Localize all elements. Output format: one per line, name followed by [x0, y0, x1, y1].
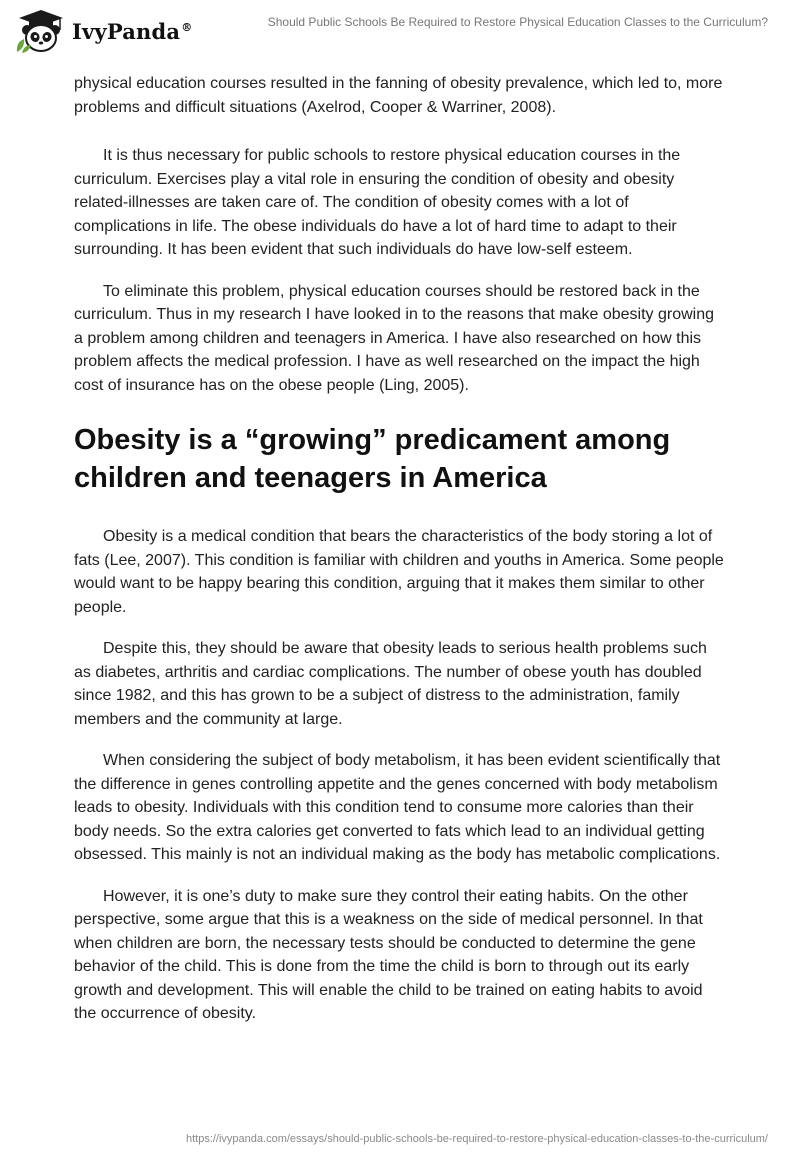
paragraph-metabolism: When considering the subject of body metabolism, it has been evident scientifically that the difference in genes controlling appetite and the genes concerned with body metabolism leads to obesity. Individuals with this condition tend to consume more calories than their body needs. So the extra calories get converted to fats which lead to an individual getting obsessed. This mainly is not an individual making as the body has metabolic complications.: [74, 752, 721, 863]
paragraph-restore: It is thus necessary for public schools to restore physical education courses in the curriculum. Exercises play a vital role in ensuring the condition of obesity and obesity related-illnesses are taken care of. The condition of obesity comes with a lot of complications in life. The obese individuals do have a lot of hard time to adapt to their surrounding. It has been evident that such individuals do have low-self esteem.: [74, 147, 681, 258]
panda-logo-icon: [14, 8, 68, 54]
paragraph-intro-tail: physical education courses resulted in the fanning of obesity prevalence, which led to, more problems and difficult situations (Axelrod, Cooper & Warriner, 2008).: [74, 75, 723, 116]
source-url-link[interactable]: https://ivypanda.com/essays/should-public-schools-be-required-to-restore-physical-education-classes-to-the-curriculum/: [185, 1133, 768, 1145]
paragraph-duty: However, it is one’s duty to make sure they control their eating habits. On the other perspective, some argue that this is a weakness on the side of medical personnel. In that when children are born, the necessary tests should be conducted to determine the gene behavior of the child. This is done from the time the child is born to through out its early growth and development. This will enable the child to be trained on eating habits to avoid the occurrence of obesity.: [74, 887, 703, 1022]
document-title: Should Public Schools Be Required to Restore Physical Education Classes to the Curriculum?: [267, 15, 768, 29]
paragraph-eliminate: To eliminate this problem, physical education courses should be restored back in the curriculum. Thus in my research I have looked in to the reasons that make obesity growing a problem among children and teenagers in America. I have also researched on how this problem affects the medical profession. I have as well researched on the impact the high cost of insurance has on the obese people (Ling, 2005).: [74, 282, 715, 394]
page-header: [0, 0, 800, 62]
paragraph-definition: Obesity is a medical condition that bears the characteristics of the body storing a lot of fats (Lee, 2007). This condition is familiar with children and youths in America. Some people would want to be happy bearing this condition, arguing that it makes them similar to other people.: [74, 528, 724, 616]
section-heading: Obesity is a “growing” predicament among children and teenagers in America: [74, 424, 671, 494]
paragraph-health: Despite this, they should be aware that obesity leads to serious health problems such as diabetes, arthritis and cardiac complications. The number of obese youth has doubled since 1982, and this has grown to be a subject of distress to the administration, family members and the community at large.: [74, 640, 707, 728]
brand-name: IvyPanda®: [72, 18, 193, 44]
essay-body: [74, 72, 726, 1044]
brand-logo[interactable]: [14, 8, 192, 54]
